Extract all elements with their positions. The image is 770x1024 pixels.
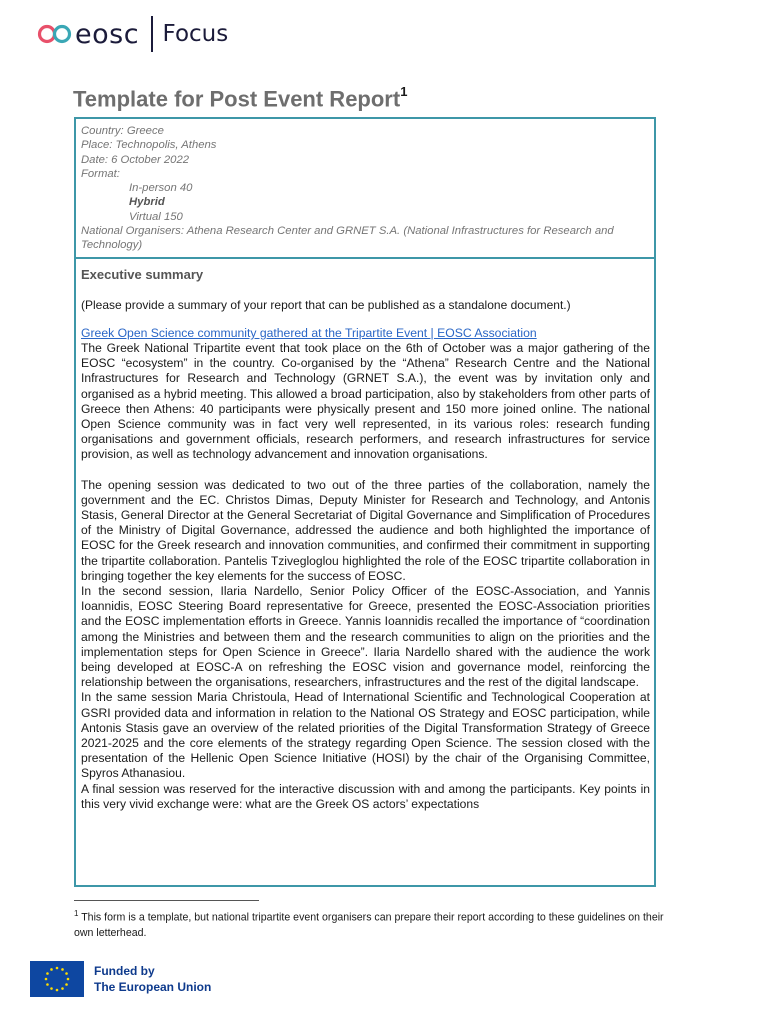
summary-paragraph-2: The opening session was dedicated to two out of the three parties of the collaboration, namely the government and the EC. Christos Dimas, Deputy Minister for Research and Technology, and Antonis Stasis, General Director at the General Secretariat of Digital Governance and Simplification of Procedures of the Ministry of Digital Governance, addressed the audience and both highlighted the importance of EOSC for the Greek research and innovation communities, and confirmed their commitment in supporting the tripartite collaboration. Pantelis Tzivegloglou highlighted the role of the EOSC tripartite collaboration in bringing together the key elements for the success of EOSC.: [81, 477, 650, 583]
eu-star: [61, 968, 64, 971]
format-inperson: In-person 40: [129, 182, 193, 195]
eosc-wordmark: eosc: [75, 18, 140, 50]
eu-star: [46, 983, 49, 986]
funded-by-line: Funded by: [94, 964, 155, 978]
eu-flag-icon: [30, 961, 84, 997]
page-title: [73, 86, 407, 112]
format-label: Format:: [81, 167, 120, 180]
organisers-line: National Organisers: Athena Research Center and GRNET S.A. (National Infrastructures for Research and Technology): [81, 225, 614, 252]
event-details-box: [74, 117, 656, 259]
format-virtual: Virtual 150: [129, 210, 183, 223]
funding-statement: [94, 964, 211, 995]
place-line: Place: Technopolis, Athens: [81, 139, 217, 152]
country-line: Country: Greece: [81, 125, 164, 137]
footnote-number: 1: [74, 909, 79, 918]
footnote-text: This form is a template, but national tripartite event organisers can prepare their report according to these guidelines on their own letterhead.: [74, 911, 664, 939]
executive-summary-box: [74, 257, 656, 887]
date-line: Date: 6 October 2022: [81, 153, 190, 166]
news-article-link[interactable]: Greek Open Science community gathered at the Tripartite Event | EOSC Association: [81, 326, 537, 340]
logo-divider: [151, 16, 153, 52]
eosc-focus-logo: [37, 14, 228, 54]
eu-star: [67, 978, 70, 981]
title-footnote-ref: 1: [400, 84, 408, 99]
summary-paragraph-5: A final session was reserved for the interactive discussion with and among the participants. Key points in this very vivid exchange were: what are the Greek OS actors’ expectations: [81, 781, 650, 811]
eu-star: [65, 972, 68, 975]
eu-star: [56, 989, 59, 992]
eu-star: [45, 978, 48, 981]
page-title-text: Template for Post Event Report: [73, 86, 401, 112]
focus-wordmark: Focus: [162, 21, 229, 47]
summary-paragraph-3: In the second session, Ilaria Nardello, Senior Policy Officer of the EOSC-Association, and Yannis Ioannidis, EOSC Steering Board representative for Greece, presented the EOSC-Association priorities and the EOSC implementation efforts in Greece. Yannis Ioannidis recalled the importance of “coordination among the Ministries and between them and the research communities to align on the priorities and the implementation steps for Open Science in Greece”. Ilaria Nardello shared with the audience the work being developed at EOSC-A on refreshing the EOSC vision and governance model, reinforcing the relationship between the organisations, researchers, infrastructures and the rest of the digital landscape.: [81, 584, 650, 690]
executive-summary-heading: Executive summary: [81, 267, 204, 282]
summary-paragraph-1: The Greek National Tripartite event that took place on the 6th of October was a major gathering of the EOSC “ecosystem” in the country. Co-organised by the “Athena” Research Centre and the National Infrastructures for Research and Technology (GRNET S.A.), the event was by invitation only and organised as a hybrid meeting. This allowed a broad participation, also by stakeholders from other parts of Greece then Athens: 40 participants were physically present and 150 more joined online. The national Open Science community was in fact very well represented, in its various roles: research funding organisations and government officials, research performers, and research infrastructures for service provision, as well as technology advancement and innovation organisations.: [81, 341, 650, 462]
eu-star: [46, 972, 49, 975]
funder-name: The European Union: [94, 979, 212, 994]
eu-star: [65, 983, 68, 986]
format-hybrid: Hybrid: [129, 196, 165, 209]
summary-instruction: (Please provide a summary of your report that can be published as a standalone document.): [81, 298, 571, 312]
eu-star: [50, 968, 53, 971]
footnote-divider: [74, 900, 259, 901]
eu-star: [50, 987, 53, 990]
footnote: [74, 906, 684, 941]
eosc-logo-icon: [37, 23, 73, 45]
eu-star: [61, 987, 64, 990]
eu-star: [56, 967, 59, 970]
summary-paragraph-4: In the same session Maria Christoula, Head of International Scientific and Technological Cooperation at GSRI provided data and information in relation to the National OS Strategy and EOSC participation, while Antonis Stasis gave an overview of the related priorities of the Digital Transformation Strategy of Greece 2021-2025 and the core elements of the strategy regarding Open Science. The session closed with the presentation of the Hellenic Open Science Initiative (HOSI) by the chair of the Organising Committee, Spyros Athanasiou.: [81, 690, 650, 781]
